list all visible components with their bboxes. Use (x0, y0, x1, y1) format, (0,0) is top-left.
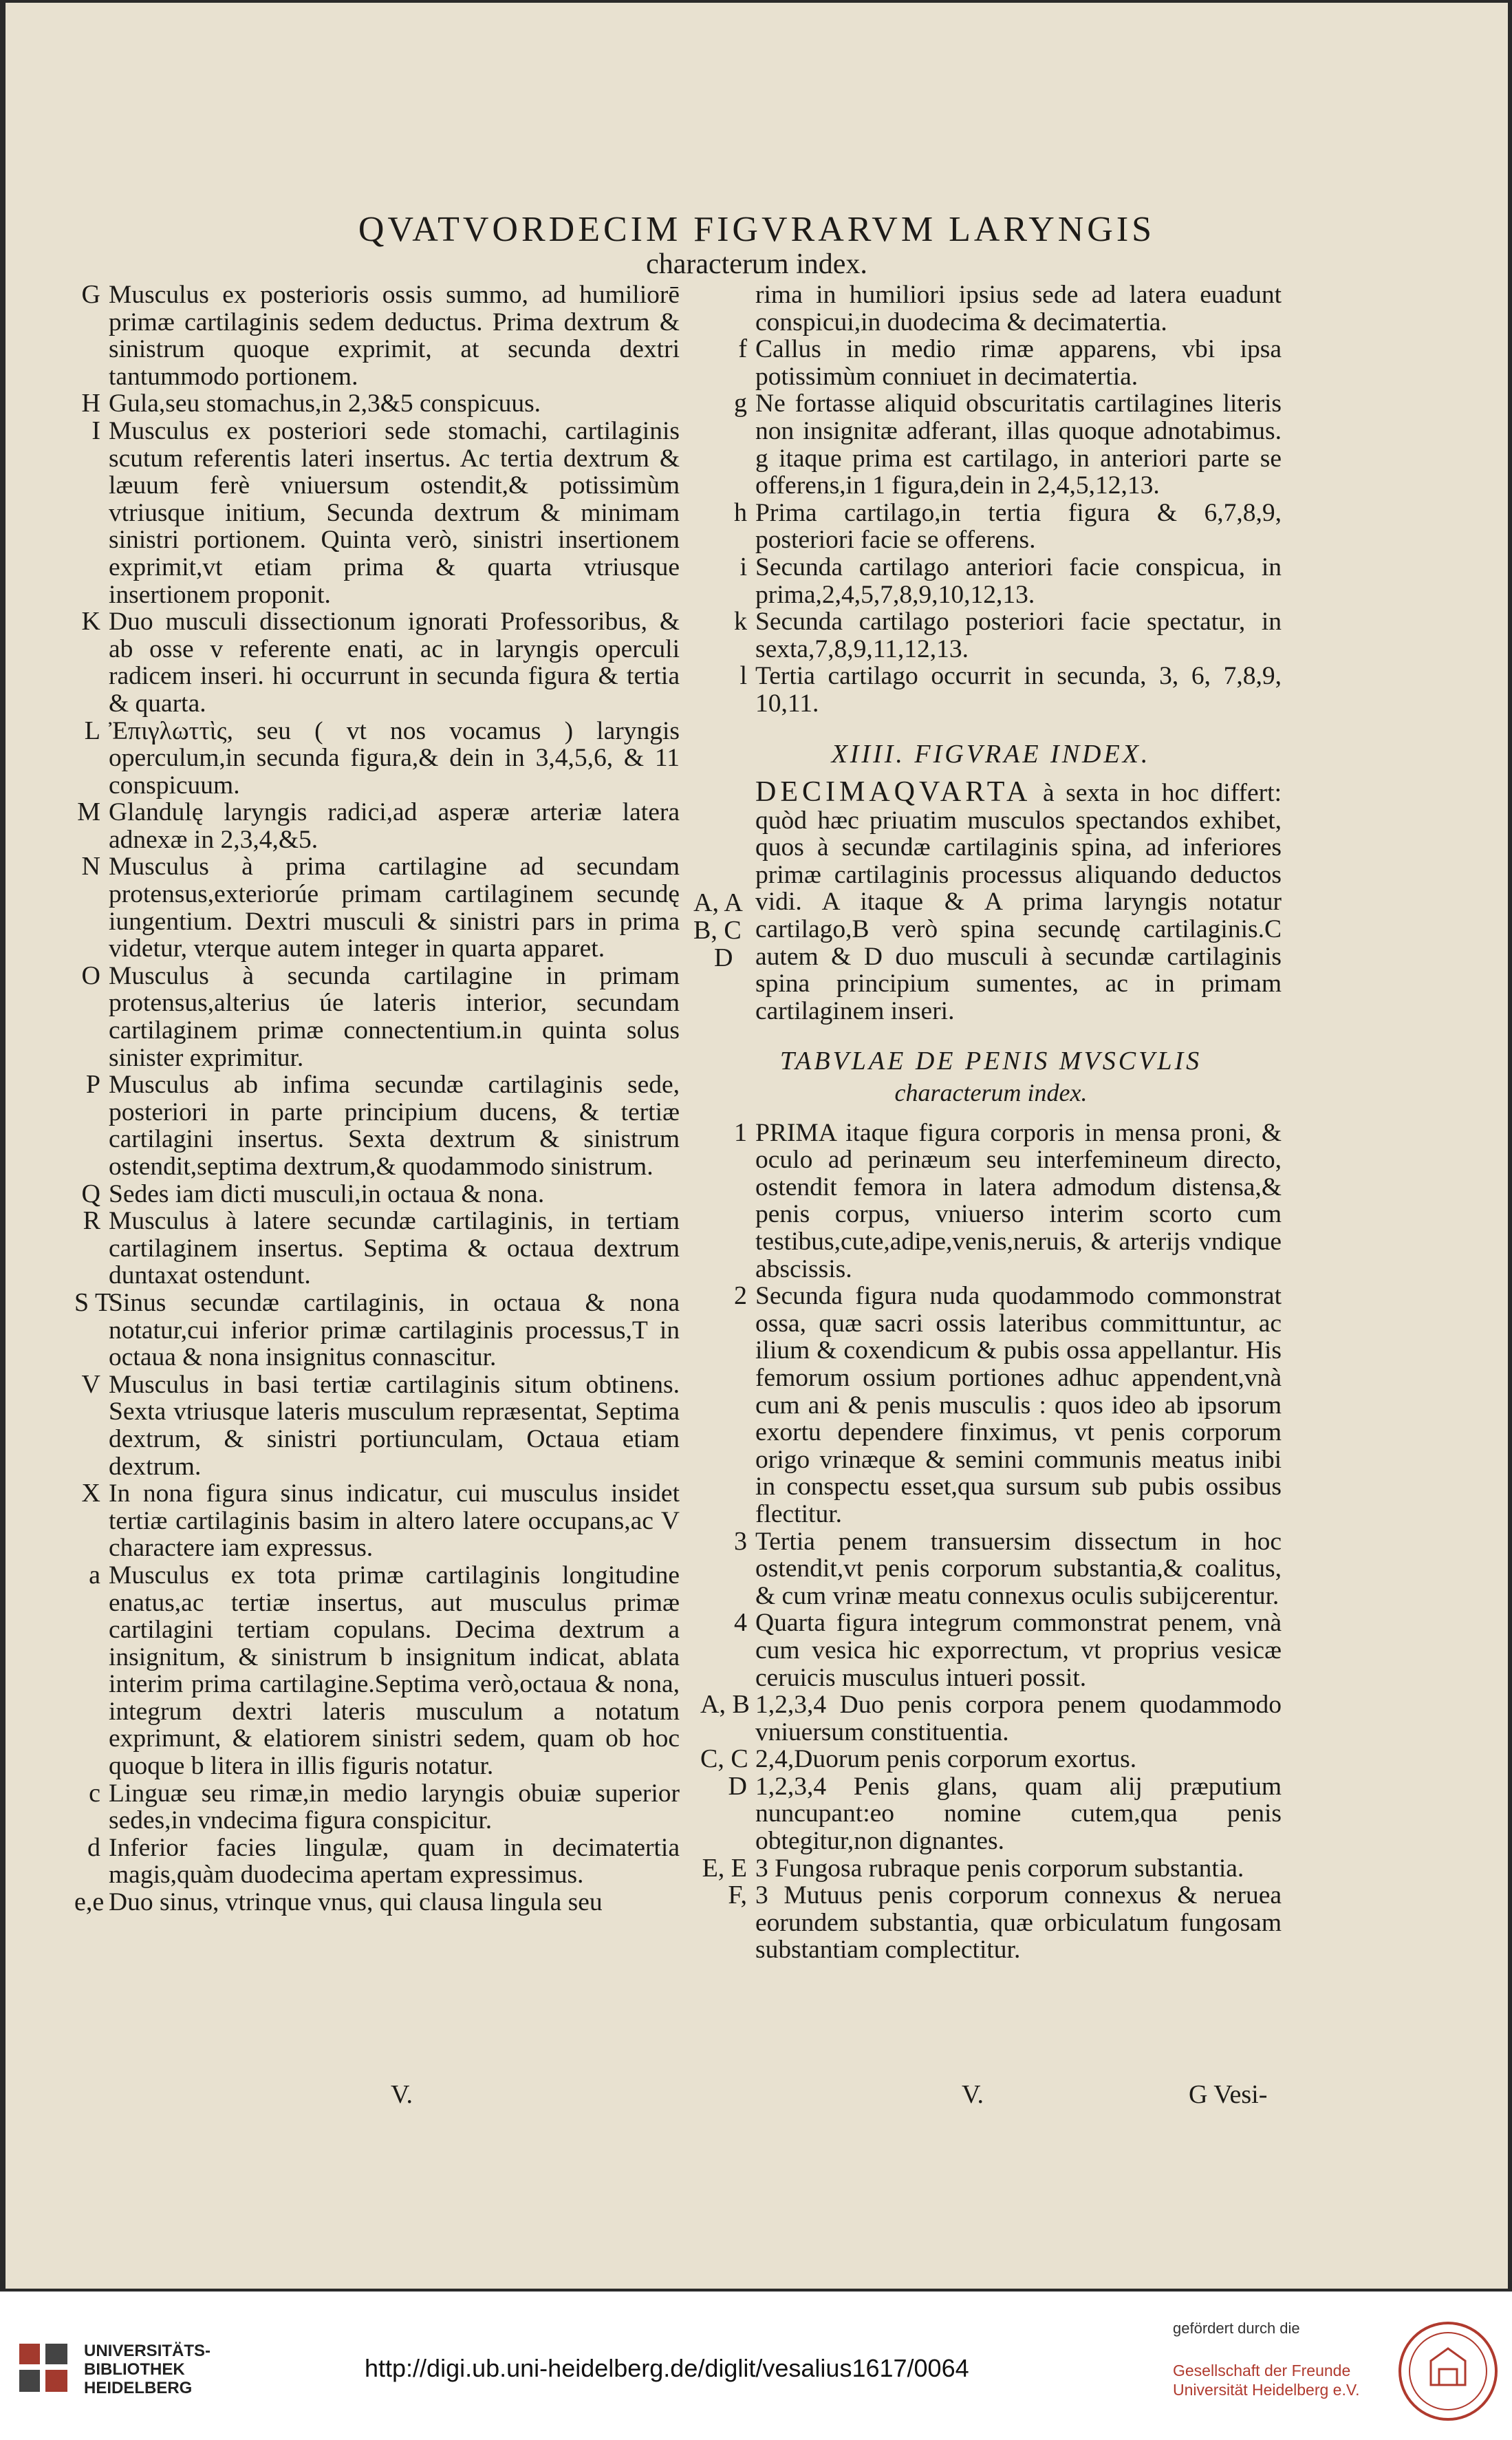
entry-text: Linguæ seu rimæ,in medio laryngis obuiæ superior sedes,in vndecima figura conspicitur. (109, 1779, 680, 1835)
entry-text: Sinus secundæ cartilaginis, in octaua & nona notatur,cui inferior primæ cartilaginis processus,T in octaua & nona insignitus connascitur. (109, 1288, 680, 1372)
index-entry (74, 853, 680, 962)
entry-text: 2,4,Duorum penis corporum exortus. (755, 1745, 1137, 1774)
entry-marker: N (81, 852, 100, 881)
section-xiiii-title: XIIII. FIGVRAE INDEX. (831, 739, 1151, 769)
entry-text: Prima cartilago,in tertia figura & 6,7,8,9, posteriori facie se offerens. (755, 498, 1282, 555)
entry-marker: S T (74, 1287, 111, 1317)
entry-marker: 4 (734, 1608, 747, 1638)
index-entry (700, 1609, 1282, 1691)
entry-marker: Q (81, 1179, 100, 1208)
entry-marker: G (81, 280, 100, 309)
index-entry (74, 390, 680, 418)
index-entry (700, 1882, 1282, 1964)
entry-text: Musculus ex posteriori sede stomachi, cartilaginis scutum referentis lateri insertus. Ac tertia dextrum & læuum ferè vniuersum ostendit,& potissimùm vtriusque initium, Secunda dextrum & minimam sinistri portionem. Quinta verò, sinistri insertionem exprimit,vt etiam prima & quarta vtriusque insertionem proponit. (109, 416, 680, 609)
entry-text: Gula,seu stomachus,in 2,3&5 conspicuus. (109, 389, 541, 418)
entry-marker: 2 (734, 1281, 747, 1311)
margin-mark: D (714, 943, 733, 973)
index-entry (700, 1117, 1282, 1283)
index-entry (700, 1773, 1282, 1855)
entry-text: 1,2,3,4 Penis glans, quam alij præputium nuncupant:eo nomine cutem,qua penis obtegitur,non dignantes. (755, 1772, 1282, 1856)
index-entry (74, 718, 680, 800)
index-entry (74, 1289, 680, 1371)
index-entry (74, 1834, 680, 1889)
index-entry (700, 663, 1282, 717)
index-entry (700, 336, 1282, 390)
entry-marker: F, (728, 1881, 747, 1910)
index-entry (74, 281, 680, 390)
university-seal-icon (1396, 2320, 1500, 2423)
index-entry (700, 281, 1282, 336)
index-entry (74, 418, 680, 608)
entry-marker: g (734, 389, 747, 418)
index-entry (74, 799, 680, 853)
penis-entries-list (700, 1117, 1282, 1965)
index-entry (700, 608, 1282, 663)
index-entry (700, 497, 1282, 555)
entry-marker: d (87, 1832, 100, 1862)
entry-marker: V (81, 1369, 100, 1399)
index-entry (700, 1746, 1282, 1773)
entry-marker (700, 281, 755, 336)
entry-text: Ἐπιγλωττὶς, seu ( vt nos vocamus ) laryngis operculum,in secunda figura,& dein in 3,4,5,6, & 11 conspicuum. (109, 716, 680, 800)
catchword: G Vesi- (1189, 2080, 1268, 2109)
signature-center: V. (962, 2080, 984, 2109)
entry-text: Musculus à secunda cartilagine in primam protensus,alterius úe lateris interior, secundam cartilaginem primæ connectentium.in quinta solus sinister exprimitur. (109, 961, 680, 1072)
left-column (74, 281, 680, 1916)
entry-marker: L (84, 716, 100, 745)
entry-marker: M (77, 798, 100, 827)
permalink-url[interactable]: http://digi.ub.uni-heidelberg.de/diglit/vesalius1617/0064 (365, 2354, 969, 2382)
entry-marker: a (89, 1560, 100, 1590)
index-entry (700, 554, 1282, 608)
entry-marker: E, E (702, 1853, 747, 1883)
entry-marker: A, B (700, 1690, 750, 1720)
index-entry (700, 1283, 1282, 1528)
entry-marker: c (89, 1778, 100, 1808)
right-entries-list (700, 281, 1282, 718)
margin-mark: A, A (693, 888, 743, 918)
index-entry (700, 1528, 1282, 1610)
entry-marker: e,e (74, 1887, 105, 1917)
index-entry (74, 1889, 680, 1916)
entry-text: Secunda figura nuda quodammodo commonstrat ossa, quæ sacri ossis lateribus committuntur, ac ilium & coxendicum & pubis ossa appellantur. His femorum ossium portiones adhuc appendent,vnà cum ani & penis musculis : quos ideo ab ipsorum exortu dependere finximus, vt penis corporum origo vrinæque & semini communis meatus inibi in conspectu esset,qua sursum sub pubis ossibus flectitur. (755, 1282, 1282, 1528)
entry-marker: 1 (734, 1117, 747, 1147)
index-entry (700, 1855, 1282, 1883)
entry-text: Sedes iam dicti musculi,in octaua & nona. (109, 1179, 545, 1208)
index-entry (74, 1371, 680, 1480)
section-penis-title: TABVLAE DE PENIS MVSCVLIS (779, 1047, 1202, 1076)
sponsor-label: gefördert durch die (1173, 2320, 1300, 2337)
library-name-line: BIBLIOTHEK (84, 2360, 185, 2379)
section-penis-subtitle: characterum index. (894, 1079, 1088, 1107)
entry-text: Ne fortasse aliquid obscuritatis cartilagines literis non insignitæ adferant, illas quoque adnotabimus. g itaque prima est cartilago, in anteriori parte se offerens,in 1 figura,dein in 2,4,5,12,13. (755, 389, 1282, 500)
entry-marker: H (81, 389, 100, 418)
section-xiiii-paragraph (755, 776, 1282, 1025)
entry-marker: P (85, 1070, 100, 1100)
library-name (84, 2342, 210, 2397)
entry-text: 1,2,3,4 Duo penis corpora penem quodammodo vniuersum constituentia. (755, 1691, 1282, 1746)
entry-text: Quarta figura integrum commonstrat penem, vnà cum vesica hic exporrectum, vt proprius vesicæ ceruicis musculus intueri possit. (755, 1609, 1282, 1692)
entry-text: Musculus ex posterioris ossis summo, ad humiliorē primæ cartilaginis sedem deductus. Prima dextrum & sinistrum quoque exprimit, at secunda dextri tantummodo portionem. (109, 281, 680, 391)
entry-marker: f (738, 334, 747, 364)
index-entry (700, 1691, 1282, 1746)
entry-marker: i (739, 552, 747, 581)
entry-marker: I (91, 416, 100, 445)
index-entry (700, 390, 1282, 499)
index-entry (74, 963, 680, 1071)
entry-text: Tertia penem transuersim dissectum in hoc ostendit,vt penis corporum substantia,& coalitus, & cum vrinæ meatu connexus oculis subijcerentur. (755, 1527, 1282, 1610)
entry-text: Tertia cartilago occurrit in secunda, 3, 6, 7,8,9, 10,11. (755, 662, 1282, 718)
entry-text: 3 Fungosa rubraque penis corporum substantia. (755, 1854, 1244, 1883)
entry-text: PRIMA itaque figura corporis in mensa proni, & oculo ad perinæum seu interfemineum directo, ostendit femora in latera admodum distensa,& penis corpus, vniuerso interim scorto cum testibus,cute,adipe,venis,neruis, & arterijs vndique abscissis. (755, 1118, 1282, 1283)
signature-left: V. (391, 2080, 413, 2109)
entry-text: Musculus ab infima secundæ cartilaginis sede, posteriori in parte principium ducens, & tertiæ cartilagini insertus. Sexta dextrum & sinistrum ostendit,septima dextrum,& quodammodo sinistrum. (109, 1071, 680, 1181)
section-xiiii-text: à sexta in hoc differt: quòd hæc priuatim musculos spectandos exhibet, quos à secundæ cartilaginis spina, ad inferiores primæ cartilaginis processus aliquando deductos vidi. A itaque & A prima laryngis notatur cartilago,B verò spina secundę cartilaginis.C autem & D duo musculi à secundæ cartilaginis spina principium sumentes, ac in primam cartilaginem inseri. (755, 779, 1282, 1025)
index-entry (74, 1780, 680, 1834)
page-title: QVATVORDECIM FIGVRARVM LARYNGIS (358, 210, 1156, 249)
entry-text: Duo musculi dissectionum ignorati Professoribus, & ab osse v referente enati, ac in laryngis operculi radicem inseri. hi occurrunt in secunda figura & tertia & quarta. (109, 608, 680, 718)
index-entry (74, 608, 680, 717)
entry-marker: X (81, 1479, 100, 1508)
entry-text: Duo sinus, vtrinque vnus, qui clausa lingula seu (109, 1888, 603, 1917)
footer-bar (0, 2291, 1512, 2440)
library-name-line: HEIDELBERG (84, 2379, 193, 2397)
entry-text: Musculus à latere secundæ cartilaginis, in tertiam cartilaginem insertus. Septima & octaua dextrum duntaxat ostendunt. (109, 1207, 680, 1290)
entry-text: Glandulę laryngis radici,ad asperæ arteriæ latera adnexæ in 2,3,4,&5. (109, 798, 680, 854)
entry-marker: k (734, 607, 747, 636)
section-xiiii-initial: DECIMAQVARTA (755, 776, 1032, 809)
entry-marker: l (739, 661, 747, 691)
entry-text: Callus in medio rimæ apparens, vbi ipsa potissimùm conniuet in decimatertia. (755, 335, 1282, 391)
index-entry (74, 1562, 680, 1780)
section-xiiii-margin-marks (693, 889, 748, 972)
entry-text: Musculus ex tota primæ cartilaginis longitudine enatus,ac tertiæ insertus, aut musculus primæ cartilagini tertiam copulans. Decima dextrum a insignitum, & sinistrum b insignitum indicat, ablata interim prima cartilagine.Septima verò,octaua & nona, integrum dextri lateris musculum a notatum exprimunt, & elatiorem sinistri sedem, quam ob hoc quoque b litera in illis figuris notatur. (109, 1561, 680, 1781)
entry-marker: K (81, 607, 100, 636)
entry-text: Inferior facies lingulæ, quam in decimatertia magis,quàm duodecima apertam expressimus. (109, 1833, 680, 1890)
entry-text: Secunda cartilago anteriori facie conspicua, in prima,2,4,5,7,8,9,10,12,13. (755, 553, 1282, 609)
library-logo-icon (12, 2337, 74, 2399)
society-name-line: Gesellschaft der Freunde (1173, 2362, 1351, 2379)
entry-marker: C, C (700, 1744, 748, 1774)
entry-text: 3 Mutuus penis corporum connexus & neruea eorundem substantia, quæ orbiculatum fungosam substantiam complectitur. (755, 1881, 1282, 1965)
entry-text: Musculus in basi tertiæ cartilaginis situm obtinens. Sexta vtriusque lateris musculum repræsentat, Septima dextrum, & sinistri portiunculam, Octaua etiam dextrum. (109, 1370, 680, 1481)
society-name-line: Universität Heidelberg e.V. (1173, 2381, 1360, 2399)
entry-text: In nona figura sinus indicatur, cui musculus insidet tertiæ cartilaginis basim in altero latere occupans,ac V charactere iam expressus. (109, 1479, 680, 1563)
margin-mark: B, C (693, 916, 742, 945)
index-entry (74, 1208, 680, 1289)
section-xiiii-body (693, 776, 1282, 1025)
index-entry (74, 1071, 680, 1180)
library-name-line: UNIVERSITÄTS- (84, 2342, 211, 2360)
index-entry (74, 1181, 680, 1208)
right-column (693, 281, 1282, 1965)
entry-marker: D (728, 1771, 747, 1801)
entry-text: Secunda cartilago posteriori facie spectatur, in sexta,7,8,9,11,12,13. (755, 608, 1282, 663)
entry-marker: O (81, 961, 100, 990)
book-page (6, 3, 1508, 2289)
page-subtitle: characterum index. (646, 248, 867, 280)
entry-marker: 3 (734, 1526, 747, 1556)
index-entry (74, 1480, 680, 1562)
entry-text: Musculus à prima cartilagine ad secundam protensus,exteriorúe primam cartilaginem secundę iungentium. Dextri musculi & sinistri pars in prima videtur, vterque autem integer in quarta apparet. (109, 853, 680, 963)
entry-marker: h (734, 497, 747, 527)
society-name[interactable] (1173, 2361, 1359, 2399)
entry-marker: R (83, 1206, 100, 1236)
entry-text: rima in humiliori ipsius sede ad latera euadunt conspicui,in duodecima & decimatertia. (755, 281, 1282, 336)
